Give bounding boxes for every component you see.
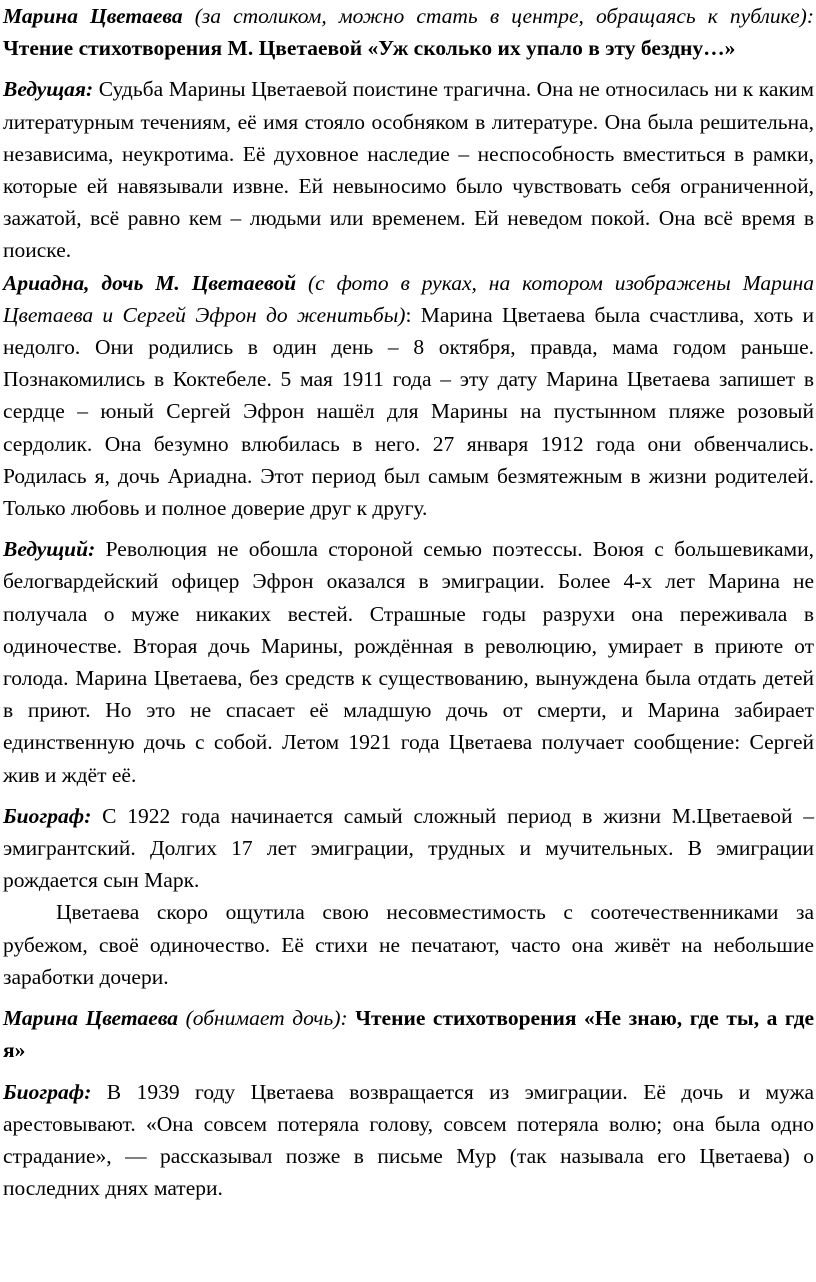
paragraph-text: : Марина Цветаева была счастлива, хоть и недолго. Они родились в один день – 8 октября, правда, мама годом раньше. Познакомились в Коктебеле. 5 мая 1911 года – эту дату Марина Цветаева запишет в сердце – юный Сергей Эфрон нашёл для Марины на пустынном пляже розовый сердолик. Она безумно влюбилась в него. 27 января 1912 года они обвенчались. Родилась я, дочь Ариадна. Этот период был самым безмятежным в жизни родителей. Только любовь и полное доверие друг к другу. <box>3 302 814 521</box>
speaker-name: Ведущая: <box>3 77 94 102</box>
speaker-name: Биограф: <box>3 803 92 828</box>
paragraph-biographer-2 <box>3 1076 814 1205</box>
paragraph-marina-reading-2 <box>3 1002 814 1066</box>
speaker-name: Ариадна, дочь М. Цветаевой <box>3 270 297 295</box>
paragraph-text: Судьба Марины Цветаевой поистине трагична. Она не относилась ни к каким литературным течениям, её имя стояло особняком в литературе. Она была решительна, независима, неукротима. Её духовное наследие – неспособность вместиться в рамки, которые ей навязывали извне. Ей невыносимо было чувствовать себя ограниченной, зажатой, всё равно кем – людьми или временем. Ей неведом покой. Она всё время в поиске. <box>3 77 814 263</box>
stage-direction: (с фото в руках, на котором изображены Марина Цветаева и Сергей Эфрон до женитьбы) <box>3 270 814 327</box>
speaker-name: Марина Цветаева <box>3 1006 179 1031</box>
stage-direction: (за столиком, можно стать в центре, обращаясь к публике): <box>182 4 814 28</box>
paragraph-host-male <box>3 533 814 791</box>
stage-direction: (обнимает дочь): <box>178 1006 348 1031</box>
paragraph-text: В 1939 году Цветаева возвращается из эмиграции. Её дочь и мужа арестовывают. «Она совсем потеряла голову, совсем потеряла волю; она была одно страдание», — рассказывал позже в письме Мур (так называла его Цветаева) о последних днях матери. <box>3 1079 814 1201</box>
paragraph-text: С 1922 года начинается самый сложный период в жизни М.Цветаевой – эмигрантский. Долгих 17 лет эмиграции, трудных и мучительных. В эмиграции рождается сын Марк. <box>3 803 814 893</box>
speaker-name: Марина Цветаева <box>3 4 183 28</box>
paragraph-marina-reading-1 <box>3 0 814 64</box>
paragraph-host-female <box>3 73 814 266</box>
poem-reading-title: Чтение стихотворения М. Цветаевой «Уж сколько их упало в эту бездну…» <box>3 36 736 61</box>
paragraph-text: Цветаева скоро ощутила свою несовместимость с соотечественниками за рубежом, своё одиночество. Её стихи не печатают, часто она живёт на небольшие заработки дочери. <box>3 900 814 989</box>
speaker-name: Ведущий: <box>3 537 96 562</box>
paragraph-ariadna <box>3 267 814 525</box>
paragraph-emigration <box>3 896 814 993</box>
poem-reading-title: Чтение стихотворения «Не знаю, где ты, а где я» <box>3 1006 814 1063</box>
paragraph-text: Революция не обошла стороной семью поэтессы. Воюя с большевиками, белогвардейский офицер Эфрон оказался в эмиграции. Более 4-х лет Марина не получала о муже никаких вестей. Страшные годы разрухи она переживала в одиночестве. Вторая дочь Марины, рождённая в революцию, умирает в приюте от голода. Марина Цветаева, без средств к существованию, вынуждена была отдать детей в приют. Но это не спасает её младшую дочь от смерти, и Марина забирает единственную дочь с собой. Летом 1921 года Цветаева получает сообщение: Сергей жив и ждёт её. <box>3 537 814 787</box>
paragraph-biographer-1 <box>3 800 814 897</box>
speaker-name: Биограф: <box>3 1079 92 1104</box>
